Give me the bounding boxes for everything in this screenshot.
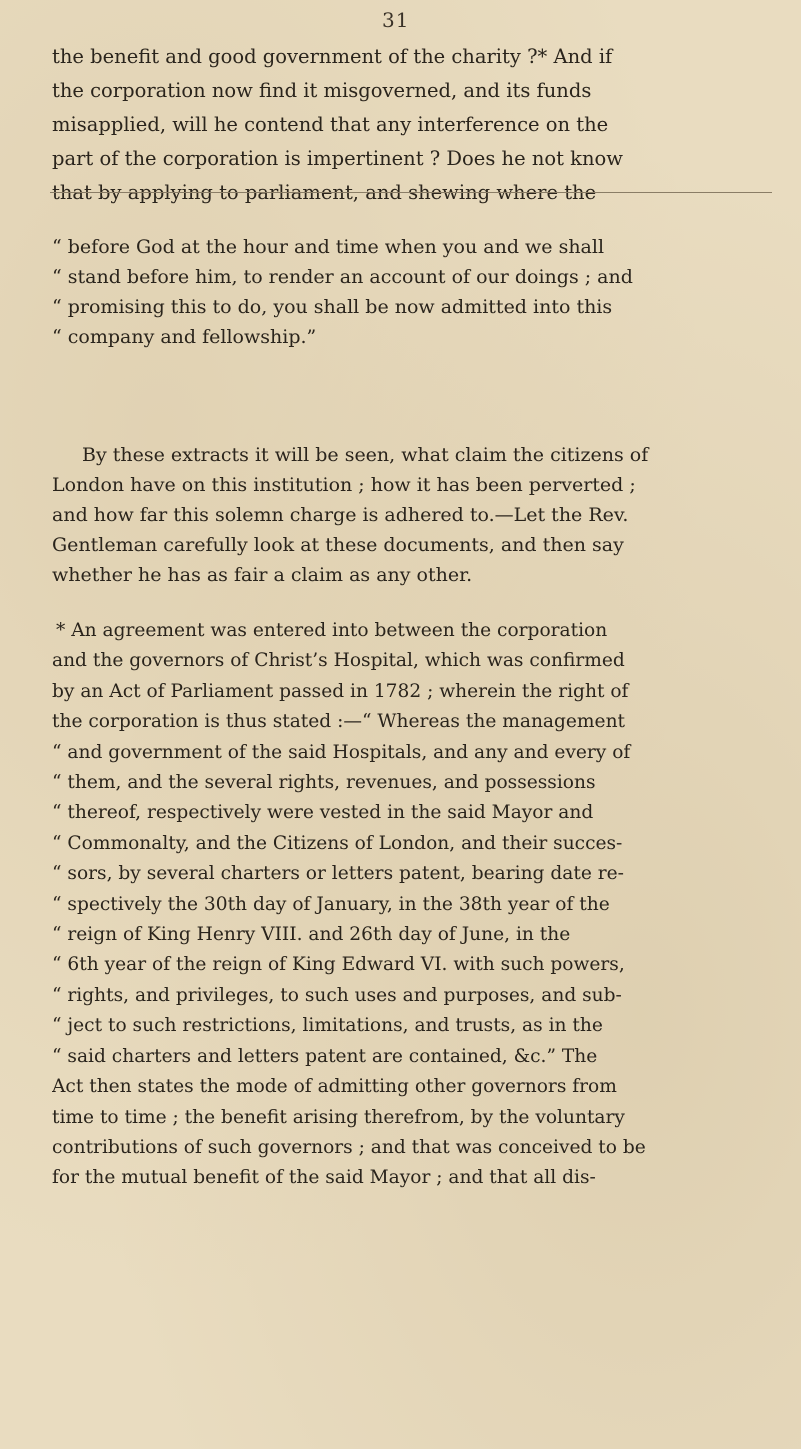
text-line: By these extracts it will be seen, what claim the citizens of — [82, 444, 649, 466]
text-line: that by applying to parliament, and shewing where the — [52, 181, 597, 204]
text-line: * An agreement was entered into between the corporation — [56, 620, 608, 641]
footnote — [52, 616, 770, 1194]
text-line: whether he has as fair a claim as any other. — [52, 564, 473, 586]
text-line: part of the corporation is impertinent ? Does he not know — [52, 147, 623, 170]
text-line: the corporation is thus stated :—“ Whereas the management — [52, 711, 626, 733]
text-line: “ thereof, respectively were vested in the said Mayor and — [52, 802, 594, 824]
text-line: “ spectively the 30th day of January, in the 38th year of the — [52, 893, 610, 915]
text-line: “ promising this to do, you shall be now admitted into this — [52, 296, 613, 318]
top-paragraph — [52, 40, 770, 210]
quotation-block — [52, 232, 770, 352]
text-line: misapplied, will he contend that any interference on the — [52, 113, 609, 136]
text-line: the benefit and good government of the charity ?* And if — [52, 45, 613, 68]
text-line: the corporation now find it misgoverned, and its funds — [52, 79, 592, 102]
text-line: London have on this institution ; how it has been perverted ; — [52, 474, 636, 496]
text-line: Act then states the mode of admitting other governors from — [52, 1076, 617, 1098]
page-number: 31 — [382, 8, 410, 32]
text-line: contributions of such governors ; and that was conceived to be — [52, 1136, 646, 1158]
text-line: “ them, and the several rights, revenues, and possessions — [52, 772, 596, 794]
text-line: “ ject to such restrictions, limitations, and trusts, as in the — [52, 1015, 603, 1037]
text-line: “ said charters and letters patent are contained, &c.” The — [52, 1045, 598, 1067]
text-line: and the governors of Christ’s Hospital, which was confirmed — [52, 650, 625, 672]
section-divider — [50, 192, 772, 193]
text-line: “ stand before him, to render an account of our doings ; and — [52, 266, 633, 288]
text-line: “ rights, and privileges, to such uses and purposes, and sub- — [52, 984, 622, 1006]
text-line: “ before God at the hour and time when you and we shall — [52, 236, 605, 258]
text-line: by an Act of Parliament passed in 1782 ; wherein the right of — [52, 680, 629, 702]
commentary-paragraph — [52, 440, 770, 590]
text-line: “ Commonalty, and the Citizens of London, and their succes- — [52, 832, 623, 854]
text-line: and how far this solemn charge is adhered to.—Let the Rev. — [52, 504, 629, 526]
text-line: for the mutual benefit of the said Mayor ; and that all dis- — [52, 1167, 596, 1189]
text-line: Gentleman carefully look at these documents, and then say — [52, 534, 624, 556]
text-line: “ company and fellowship.” — [52, 326, 317, 348]
text-line: time to time ; the benefit arising therefrom, by the voluntary — [52, 1106, 625, 1128]
text-line: “ sors, by several charters or letters patent, bearing date re- — [52, 863, 624, 885]
text-line: “ 6th year of the reign of King Edward VI. with such powers, — [52, 954, 625, 976]
text-line: “ reign of King Henry VIII. and 26th day of June, in the — [52, 924, 571, 946]
text-line: “ and government of the said Hospitals, and any and every of — [52, 741, 631, 763]
